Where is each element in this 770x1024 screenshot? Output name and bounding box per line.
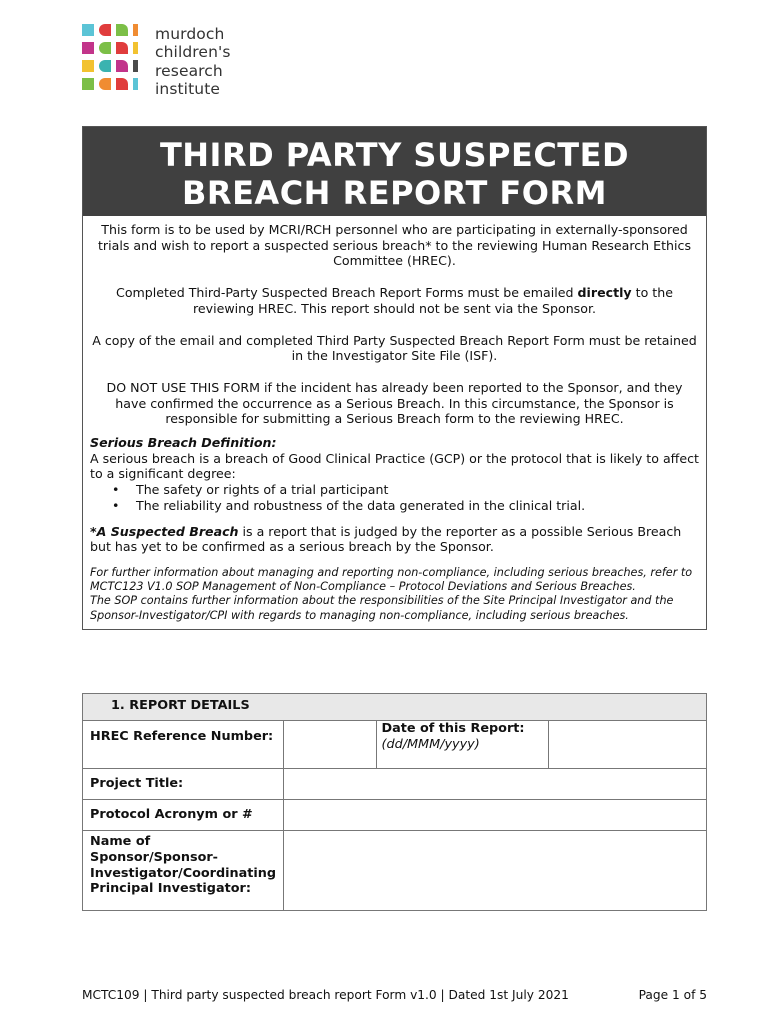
hrec-reference-label: HREC Reference Number: [83,721,284,769]
form-title [83,127,706,216]
logo-line: research [155,61,223,80]
suspected-breach-text: is a report that is judged by the reporter as a possible Serious Breach but has yet to be confirmed as a serious breach by the Sponsor. [90,523,682,555]
intro-email-instruction [90,285,699,316]
email-text-before: Completed Third-Party Suspected Breach Report Forms must be emailed [116,285,578,301]
definition-heading: Serious Breach Definition: [90,435,277,451]
further-info-sop-ref: For further information about managing and reporting non-compliance, including serious breaches, refer to MCTC123 V1.0 SOP Management of Non-Compliance – Protocol Deviations and Serious Breaches. [90,565,693,594]
intro-box [82,126,707,630]
intro-isf-note: A copy of the email and completed Third Party Suspected Breach Report Form must be retained in the Investigator Site File (ISF). [92,332,697,364]
project-title-label: Project Title: [83,769,284,800]
report-date-format-hint: (dd/MMM/yyyy) [381,736,480,752]
logo-cell [99,42,111,54]
protocol-acronym-label: Protocol Acronym or # [83,800,284,831]
report-date-label-text: Date of this Report: [381,721,525,736]
logo-cell [82,78,94,90]
list-item: • The safety or rights of a trial participant [112,482,699,498]
logo-cell [133,78,138,90]
logo-cell [116,42,128,54]
intro-body [83,216,706,629]
project-title-field[interactable] [284,769,707,800]
logo-cell [116,60,128,72]
logo-cell [82,60,94,72]
section-heading: 1. REPORT DETAILS [83,694,707,721]
intro-do-not-use: DO NOT USE THIS FORM if the incident has already been reported to the Sponsor, and they have confirmed the occurrence as a Serious Breach. In this circumstance, the Sponsor is responsible for submitting a Serious Breach form to the reviewing HREC. [106,379,683,427]
footer-document-info: MCTC109 | Third party suspected breach report Form v1.0 | Dated 1st July 2021 [82,988,569,1002]
definition-text: A serious breach is a breach of Good Clinical Practice (GCP) or the protocol that is likely to affect to a significant degree: [90,450,699,482]
email-text-after: to the reviewing HREC. This report should not be sent via the Sponsor. [193,285,673,316]
logo-cell [82,24,94,36]
logo-wordmark [155,25,231,98]
email-text-bold: directly [577,285,632,301]
logo-cell [116,78,128,90]
further-information [90,566,699,623]
hrec-reference-field[interactable] [284,721,377,769]
intro-purpose: This form is to be used by MCRI/RCH personnel who are participating in externally-sponsored trials and wish to report a suspected serious breach* to the reviewing Human Research Ethics Committee (HREC). [97,222,692,269]
logo-line: murdoch [155,25,225,43]
form-title-line1: THIRD PARTY SUSPECTED [159,136,630,174]
logo-mark [82,24,145,98]
logo-line: children's [155,43,231,62]
further-info-responsibilities: The SOP contains further information about the responsibilities of the Site Principal Investigator and the Sponsor-Investigator/CPI with regards to managing non-compliance, including serious breaches. [90,594,674,622]
sponsor-name-label: Name of Sponsor/Sponsor-Investigator/Coordinating Principal Investigator: [83,831,284,911]
logo-cell [133,60,138,72]
mcri-logo [82,24,231,98]
form-title-line2: BREACH REPORT FORM [182,174,607,212]
list-item: • The reliability and robustness of the data generated in the clinical trial. [112,498,699,514]
report-date-field[interactable] [549,721,707,769]
protocol-acronym-field[interactable] [284,800,707,831]
report-details-table [82,693,707,911]
footer-page-number: Page 1 of 5 [638,988,707,1002]
logo-cell [116,24,128,36]
logo-cell [133,24,138,36]
logo-cell [133,42,138,54]
sponsor-name-field[interactable] [284,831,707,911]
suspected-breach-term: *A Suspected Breach [90,523,239,539]
logo-cell [99,60,111,72]
logo-line: institute [155,79,221,98]
definition-list [90,482,699,513]
logo-cell [99,24,111,36]
suspected-breach-note [90,524,699,555]
logo-cell [82,42,94,54]
logo-cell [99,78,111,90]
report-date-label [377,721,549,769]
page-footer [82,988,707,1002]
